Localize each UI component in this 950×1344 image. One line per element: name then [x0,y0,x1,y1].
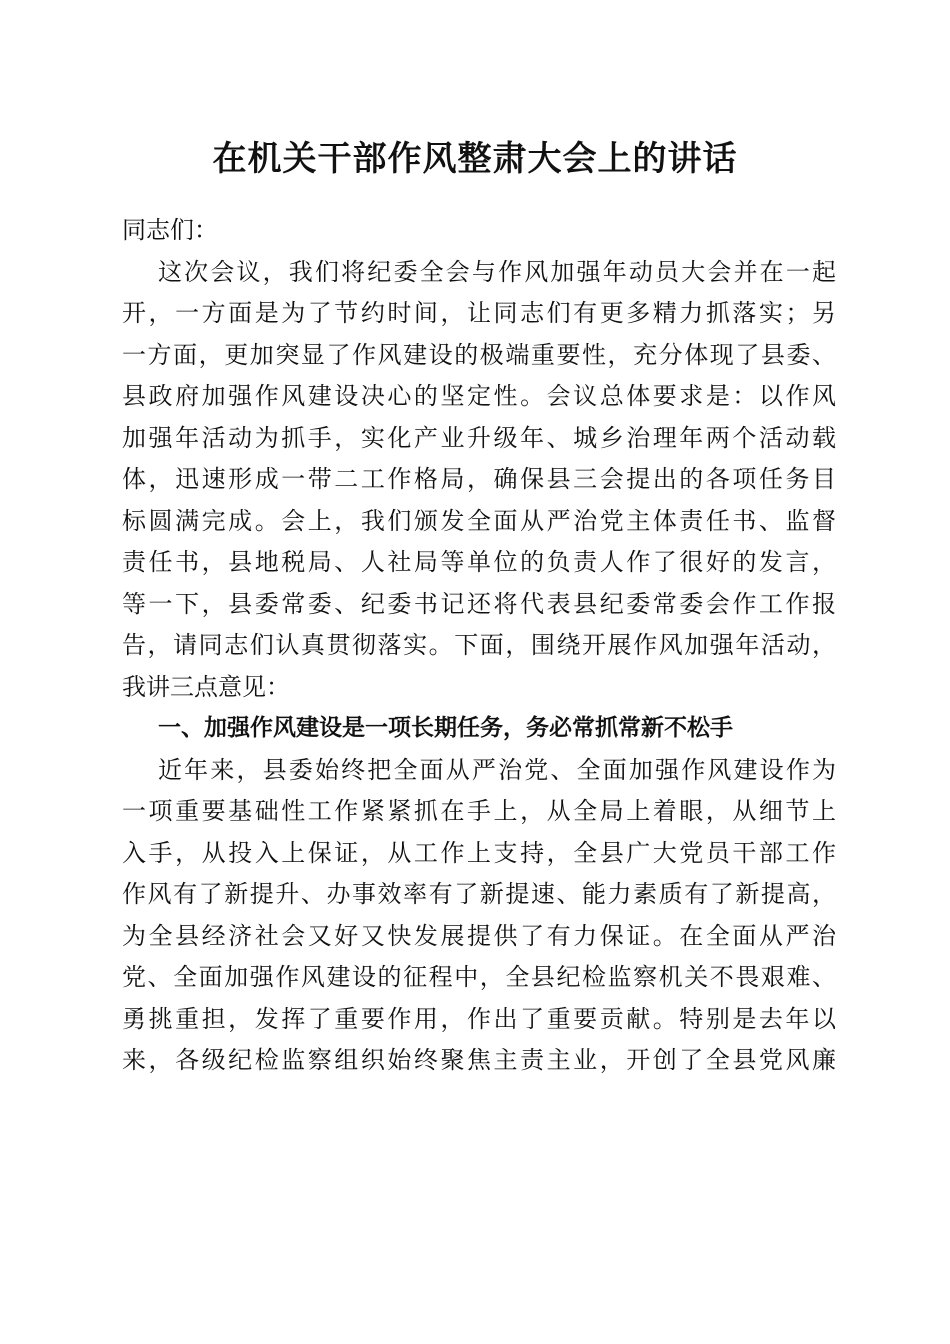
paragraph-line: 标圆满完成。会上，我们颁发全面从严治党主体责任书、监督 [122,506,836,535]
paragraph-line: 责任书，县地税局、人社局等单位的负责人作了很好的发言， [122,548,836,576]
paragraph-line: 告，请同志们认真贯彻落实。下面，围绕开展作风加强年活动， [122,631,836,659]
paragraph-line: 加强年活动为抓手，实化产业升级年、城乡治理年两个活动载 [122,423,836,452]
paragraph-line: 这次会议，我们将纪委全会与作风加强年动员大会并在一起 [158,257,836,286]
paragraph-line: 党、全面加强作风建设的征程中，全县纪检监察机关不畏艰难、 [122,963,836,991]
document-title: 在机关干部作风整肃大会上的讲话 [212,139,738,179]
paragraph-line: 为全县经济社会又好又快发展提供了有力保证。在全面从严治 [122,921,836,950]
paragraph-line: 开，一方面是为了节约时间，让同志们有更多精力抓落实；另 [122,299,836,327]
paragraph-line: 入手，从投入上保证，从工作上支持，全县广大党员干部工作 [122,838,836,867]
paragraph-line: 来，各级纪检监察组织始终聚焦主责主业，开创了全县党风廉 [122,1046,836,1074]
paragraph-line: 等一下，县委常委、纪委书记还将代表县纪委常委会作工作报 [122,589,836,618]
salutation: 同志们： [122,216,218,244]
paragraph-line: 作风有了新提升、办事效率有了新提速、能力素质有了新提高， [122,880,836,908]
paragraph-line: 我讲三点意见： [122,672,290,701]
paragraph-line: 近年来，县委始终把全面从严治党、全面加强作风建设作为 [158,755,836,784]
paragraph-line: 一项重要基础性工作紧紧抓在手上，从全局上着眼，从细节上 [122,797,836,825]
document-body [122,210,836,1082]
paragraph-line: 一方面，更加突显了作风建设的极端重要性，充分体现了县委、 [122,340,836,369]
section-heading: 一、加强作风建设是一项长期任务，务必常抓常新不松手 [158,715,733,741]
paragraph-line: 体，迅速形成一带二工作格局，确保县三会提出的各项任务目 [122,465,836,493]
paragraph-line: 勇挑重担，发挥了重要作用，作出了重要贡献。特别是去年以 [122,1004,836,1033]
paragraph-line: 县政府加强作风建设决心的坚定性。会议总体要求是：以作风 [122,382,836,410]
